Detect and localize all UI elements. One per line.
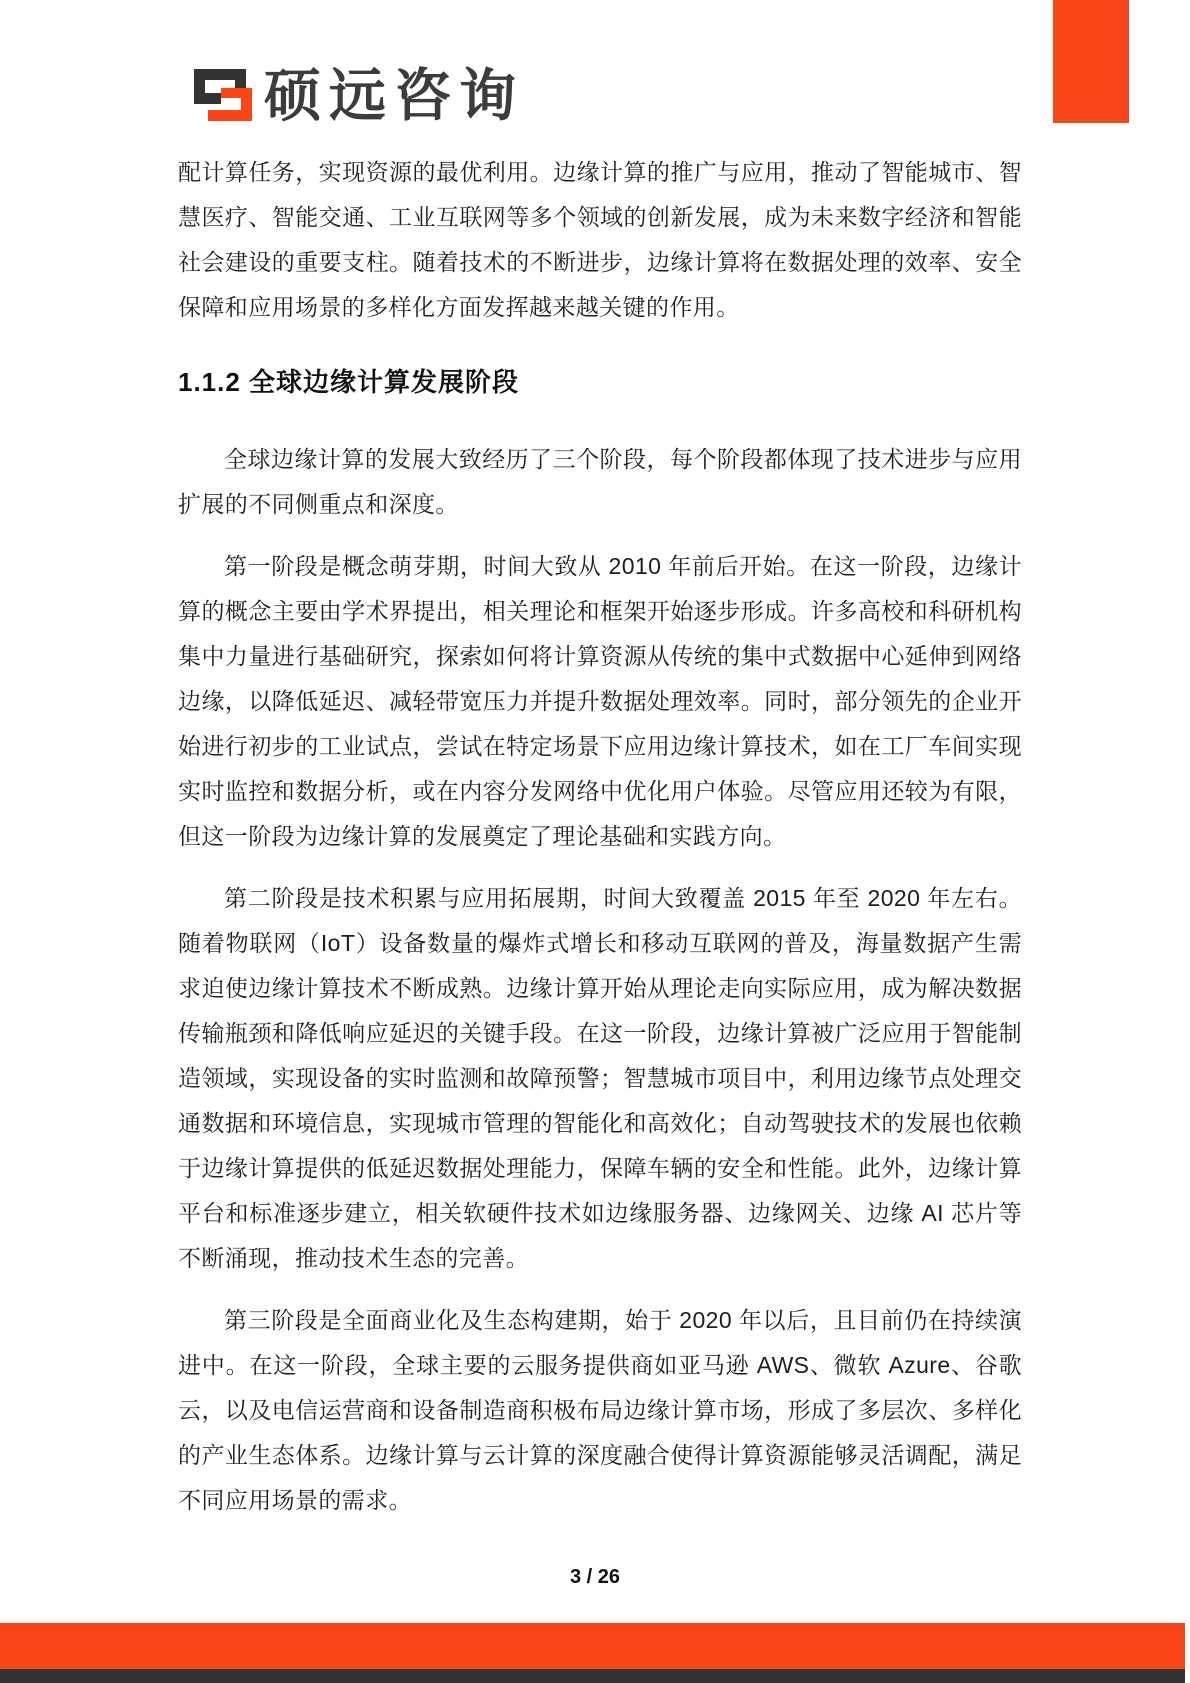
- footer-accent-bar: [0, 1623, 1185, 1669]
- body-paragraph-continued: 配计算任务，实现资源的最优利用。边缘计算的推广与应用，推动了智能城市、智慧医疗、智能交通、工业互联网等多个领域的创新发展，成为未来数字经济和智能社会建设的重要支柱。随着技术的不断进步，边缘计算将在数据处理的效率、安全保障和应用场景的多样化方面发挥越来越关键的作用。: [178, 159, 1022, 320]
- brand-logo-icon: [194, 69, 252, 121]
- footer-dark-bar: [0, 1669, 1185, 1683]
- page-number: 3 / 26: [569, 1566, 621, 1588]
- body-paragraph: 第一阶段是概念萌芽期，时间大致从 2010 年前后开始。在这一阶段，边缘计算的概念主要由学术界提出，相关理论和框架开始逐步形成。许多高校和科研机构集中力量进行基础研究，探索如何将计算资源从传统的集中式数据中心延伸到网络边缘，以降低延迟、减轻带宽压力并提升数据处理效率。同时，部分领先的企业开始进行初步的工业试点，尝试在特定场景下应用边缘计算技术，如在工厂车间实现实时监控和数据分析，或在内容分发网络中优化用户体验。尽管应用还较为有限，但这一阶段为边缘计算的发展奠定了理论基础和实践方向。: [178, 553, 1022, 849]
- body-paragraph: 全球边缘计算的发展大致经历了三个阶段，每个阶段都体现了技术进步与应用扩展的不同侧重点和深度。: [178, 446, 1022, 517]
- document-body: [178, 150, 1022, 1540]
- section-heading: 1.1.2 全球边缘计算发展阶段: [178, 367, 520, 397]
- top-right-accent-block: [1053, 0, 1129, 123]
- brand-name: 硕远咨询: [264, 64, 524, 128]
- body-paragraph: 第二阶段是技术积累与应用拓展期，时间大致覆盖 2015 年至 2020 年左右。随着物联网（IoT）设备数量的爆炸式增长和移动互联网的普及，海量数据产生需求迫使边缘计算技术不断成熟。边缘计算开始从理论走向实际应用，成为解决数据传输瓶颈和降低响应延迟的关键手段。在这一阶段，边缘计算被广泛应用于智能制造领域，实现设备的实时监测和故障预警；智慧城市项目中，利用边缘节点处理交通数据和环境信息，实现城市管理的智能化和高效化；自动驾驶技术的发展也依赖于边缘计算提供的低延迟数据处理能力，保障车辆的安全和性能。此外，边缘计算平台和标准逐步建立，相关软硬件技术如边缘服务器、边缘网关、边缘 AI 芯片等不断涌现，推动技术生态的完善。: [178, 885, 1022, 1271]
- body-paragraph: 第三阶段是全面商业化及生态构建期，始于 2020 年以后，且目前仍在持续演进中。在这一阶段，全球主要的云服务提供商如亚马逊 AWS、微软 Azure、谷歌云，以及电信运营商和设备制造商积极布局边缘计算市场，形成了多层次、多样化的产业生态体系。边缘计算与云计算的深度融合使得计算资源能够灵活调配，满足不同应用场景的需求。: [178, 1307, 1022, 1513]
